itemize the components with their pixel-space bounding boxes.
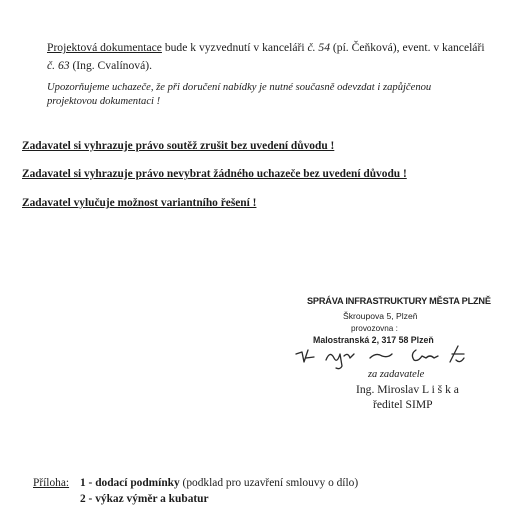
stamp-organization: SPRÁVA INFRASTRUKTURY MĚSTA PLZNĚ [307, 296, 491, 306]
warning-no-variants: Zadavatel vylučuje možnost variantního řešení ! [22, 197, 257, 209]
signatory-title: ředitel SIMP [373, 398, 433, 411]
attachment-1-note: (podklad pro uzavření smlouvy o dílo) [179, 477, 359, 489]
signatory-name: Ing. Miroslav L i š k a [356, 383, 459, 396]
office-number-63: č. 63 [47, 59, 70, 72]
notice-line-1: Upozorňujeme uchazeče, že při doručení nabídky je nutné současně odevzdat i zapůjčenou [47, 82, 432, 93]
warning-cancel-tender: Zadavatel si vyhrazuje právo soutěž zrušit bez uvedení důvodu ! [22, 140, 335, 152]
notice-line-2: projektovou dokumentaci ! [47, 96, 161, 107]
attachment-1-number: 1 - [80, 477, 96, 489]
project-documentation-label: Projektová dokumentace [47, 41, 162, 54]
intro-line-1-text-b: (pí. Čeňková), event. v kanceláři [330, 41, 485, 54]
attachment-item-2 [80, 493, 209, 505]
warning-no-selection: Zadavatel si vyhrazuje právo nevybrat žádného uchazeče bez uvedení důvodu ! [22, 168, 407, 180]
stamp-address: Škroupova 5, Plzeň [343, 311, 418, 321]
intro-line-1 [47, 41, 485, 54]
intro-line-1-text-a: bude k vyzvednutí v kanceláři [161, 41, 308, 54]
stamp-branch-address: Malostranská 2, 317 58 Plzeň [313, 335, 434, 345]
intro-line-2 [47, 59, 152, 72]
stamp-branch-label: provozovna : [351, 324, 398, 333]
attachment-item-1 [80, 477, 358, 489]
attachments-label: Příloha: [33, 477, 70, 489]
intro-line-2-text: (Ing. Cvalínová). [69, 59, 152, 72]
handwritten-signature [292, 340, 477, 372]
on-behalf-of-contracting-authority: za zadavatele [368, 369, 425, 380]
attachment-2-number: 2 - [80, 493, 96, 505]
attachment-1-title: dodací podmínky [95, 477, 180, 489]
office-number-54: č. 54 [307, 41, 331, 54]
attachment-2-title: výkaz výměr a kubatur [95, 493, 209, 505]
